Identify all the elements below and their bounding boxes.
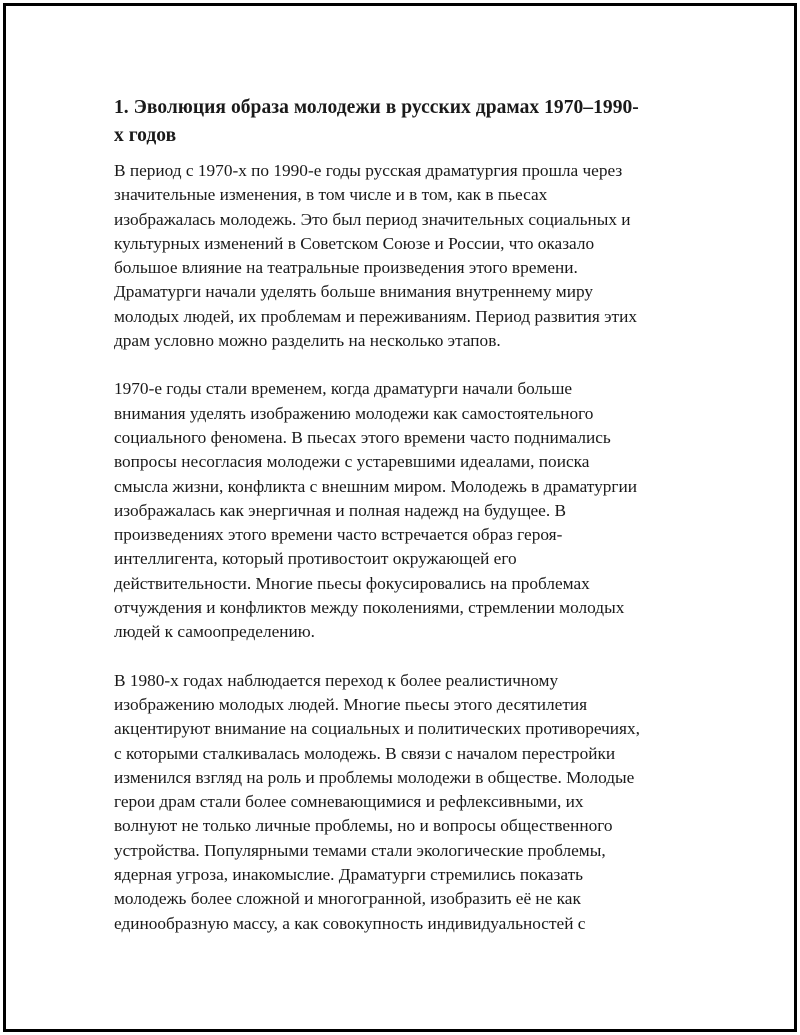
text-line: смысла жизни, конфликта с внешним миром. Молодежь в драматургии	[114, 476, 637, 496]
text-line: герои драм стали более сомневающимися и рефлексивными, их	[114, 792, 584, 812]
text-line: изображалась как энергичная и полная надежд на будущее. В	[114, 500, 567, 520]
text-line: единообразную массу, а как совокупность индивидуальностей с	[114, 913, 586, 933]
text-line: интеллигента, который противостоит окружающей его	[114, 549, 517, 569]
text-line: значительные изменения, в том числе и в том, как в пьесах	[114, 185, 548, 205]
text-line: В период с 1970-х по 1990-е годы русская драматургия прошла через	[114, 161, 623, 180]
text-line: произведениях этого времени часто встречается образ героя-	[114, 525, 563, 545]
text-line: волнуют не только личные проблемы, но и вопросы общественного	[114, 816, 613, 836]
heading-line: х годов	[114, 125, 177, 146]
heading-line: 1. Эволюция образа молодежи в русских драмах 1970–1990-	[114, 97, 639, 118]
text-line: большое влияние на театральные произведения этого времени.	[114, 258, 578, 278]
text-line: социального феномена. В пьесах этого времени часто поднимались	[114, 427, 611, 447]
paragraph-3	[114, 669, 694, 936]
text-line: людей к самоопределению.	[114, 622, 315, 642]
text-line: внимания уделять изображению молодежи как самостоятельного	[114, 403, 594, 423]
text-line: акцентируют внимание на социальных и политических противоречиях,	[114, 719, 640, 739]
text-line: 1970-е годы стали временем, когда драматурги начали больше	[114, 379, 573, 399]
text-line: действительности. Многие пьесы фокусировались на проблемах	[114, 573, 590, 593]
document-body	[114, 94, 694, 960]
section-heading	[114, 94, 694, 150]
paragraph-1	[114, 159, 694, 353]
text-line: изображалась молодежь. Это был период значительных социальных и	[114, 209, 631, 229]
text-line: молодых людей, их проблемам и переживаниям. Период развития этих	[114, 306, 638, 326]
text-line: вопросы несогласия молодежи с устаревшими идеалами, поиска	[114, 452, 590, 472]
text-line: изменился взгляд на роль и проблемы молодежи в обществе. Молодые	[114, 767, 635, 787]
text-line: устройства. Популярными темами стали экологические проблемы,	[114, 840, 606, 860]
text-line: культурных изменений в Советском Союзе и России, что оказало	[114, 233, 595, 253]
paragraph-2	[114, 377, 694, 644]
text-line: отчуждения и конфликтов между поколениями, стремлении молодых	[114, 598, 625, 618]
text-line: В 1980-х годах наблюдается переход к более реалистичному	[114, 670, 559, 690]
text-line: драм условно можно разделить на несколько этапов.	[114, 331, 501, 351]
text-line: ядерная угроза, инакомыслие. Драматурги стремились показать	[114, 865, 584, 885]
text-line: изображению молодых людей. Многие пьесы этого десятилетия	[114, 694, 588, 714]
text-line: с которыми сталкивалась молодежь. В связи с началом перестройки	[114, 743, 616, 763]
text-line: молодежь более сложной и многогранной, изобразить её не как	[114, 889, 581, 909]
text-line: Драматурги начали уделять больше внимания внутреннему миру	[114, 282, 594, 302]
